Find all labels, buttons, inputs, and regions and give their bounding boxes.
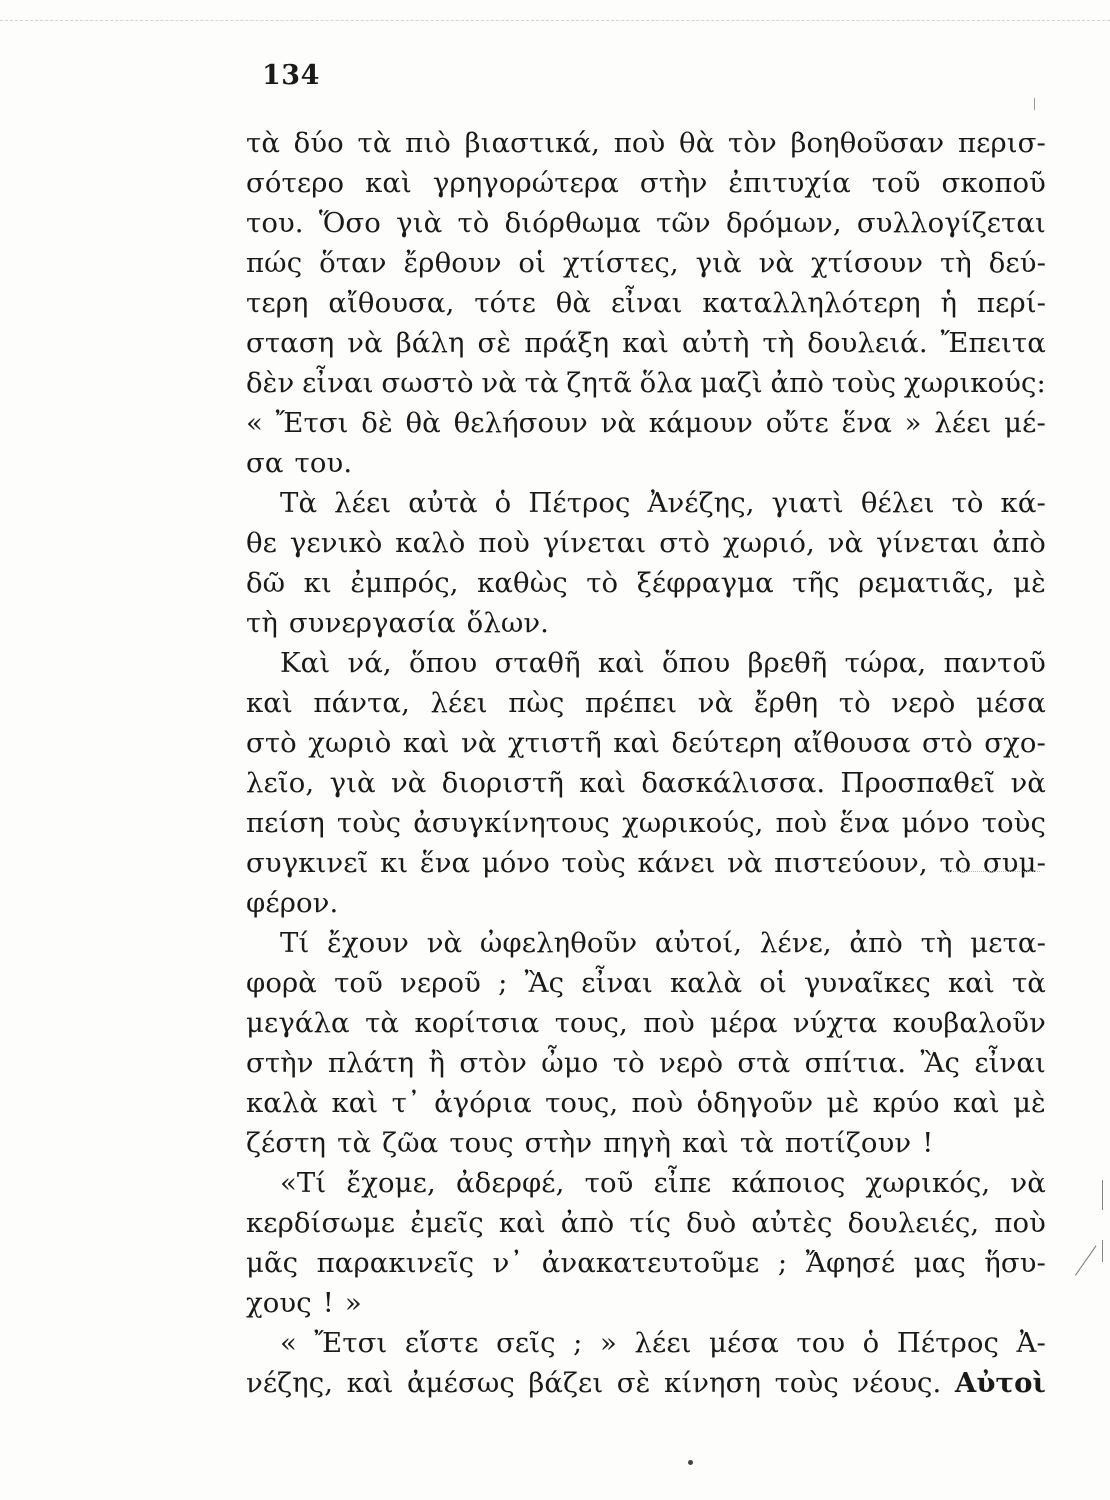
text-line: σταση νὰ βάλη σὲ πράξη καὶ αὐτὴ τὴ δουλειά. Ἔπειτα (246, 327, 1046, 359)
margin-mark (1034, 98, 1035, 110)
text-line: φορὰ τοῦ νεροῦ ; Ἂς εἶναι καλὰ οἱ γυναῖκες καὶ τὰ (246, 967, 1046, 999)
margin-mark (1075, 1246, 1096, 1276)
text-line: Τὰ λέει αὐτὰ ὁ Πέτρος Ἀνέζης, γιατὶ θέλει τὸ κά- (280, 487, 1046, 519)
scan-smudge (945, 871, 1040, 872)
text-line: Καὶ νά, ὅπου σταθῆ καὶ ὅπου βρεθῆ τώρα, παντοῦ (280, 647, 1046, 679)
text-line: Τί ἔχουν νὰ ὠφεληθοῦν αὐτοί, λένε, ἀπὸ τὴ μετα- (280, 927, 1046, 959)
text-line: κερδίσωμε ἐμεῖς καὶ ἀπὸ τίς δυὸ αὐτὲς δουλειές, ποὺ (246, 1207, 1046, 1239)
text-line: « Ἔτσι εἴστε σεῖς ; » λέει μέσα του ὁ Πέτρος Ἀ- (280, 1327, 1046, 1359)
text-line: πείση τοὺς ἀσυγκίνητους χωρικούς, ποὺ ἕνα μόνο τοὺς (246, 807, 1046, 839)
text-line: θε γενικὸ καλὸ ποὺ γίνεται στὸ χωριό, νὰ γίνεται ἀπὸ (246, 527, 1046, 559)
text-line: φέρον. (246, 887, 339, 919)
text-line: καὶ πάντα, λέει πὼς πρέπει νὰ ἔρθη τὸ νερὸ μέσα (246, 687, 1046, 719)
scan-dot (688, 1460, 693, 1465)
text-line: στὴν πλάτη ἢ στὸν ὦμο τὸ νερὸ στὰ σπίτια. Ἂς εἶναι (246, 1047, 1046, 1079)
text-line: δὲν εἶναι σωστὸ νὰ τὰ ζητᾶ ὅλα μαζὶ ἀπὸ τοὺς χωρικούς: (246, 367, 1046, 399)
text-line: μᾶς παρακινεῖς ν᾿ ἀνακατευτοῦμε ; Ἄφησέ μας ἥσυ- (246, 1247, 1046, 1279)
text-line: σα του. (246, 447, 353, 479)
text-line: λεῖο, γιὰ νὰ διοριστῆ καὶ δασκάλισσα. Προσπαθεῖ νὰ (246, 767, 1046, 799)
margin-mark (1102, 1180, 1103, 1210)
text-line: πώς ὅταν ἔρθουν οἱ χτίστες, γιὰ νὰ χτίσουν τὴ δεύ- (246, 247, 1046, 279)
text-line: « Ἔτσι δὲ θὰ θελήσουν νὰ κάμουν οὔτε ἕνα » λέει μέ- (246, 407, 1046, 439)
page-number: 134 (262, 60, 320, 91)
scan-edge-rule (0, 20, 1110, 21)
text-line: δῶ κι ἐμπρός, καθὼς τὸ ξέφραγμα τῆς ρεματιᾶς, μὲ (246, 567, 1046, 599)
margin-mark (1102, 1240, 1103, 1262)
text-line: στὸ χωριὸ καὶ νὰ χτιστῆ καὶ δεύτερη αἴθουσα στὸ σχο- (246, 727, 1046, 759)
text-line: σότερο καὶ γρηγορώτερα στὴν ἐπιτυχία τοῦ σκοποῦ (246, 167, 1046, 199)
text-line: μεγάλα τὰ κορίτσια τους, ποὺ μέρα νύχτα κουβαλοῦν (246, 1007, 1046, 1039)
body-text (246, 123, 1046, 1403)
text-line: ζέστη τὰ ζῶα τους στὴν πηγὴ καὶ τὰ ποτίζουν ! (246, 1127, 934, 1159)
text-line: τὴ συνεργασία ὅλων. (246, 607, 550, 639)
text-line: του. Ὅσο γιὰ τὸ διόρθωμα τῶν δρόμων, συλλογίζεται (246, 207, 1046, 239)
text-line: τερη αἴθουσα, τότε θὰ εἶναι καταλληλότερη ἡ περί- (246, 287, 1046, 319)
text-line: χους ! » (246, 1287, 362, 1319)
text-line: «Τί ἔχομε, ἀδερφέ, τοῦ εἶπε κάποιος χωρικός, νὰ (280, 1167, 1046, 1199)
text-line: νέζης, καὶ ἀμέσως βάζει σὲ κίνηση τοὺς νέους. Αὐτοὶ (246, 1367, 1046, 1399)
text-line: τὰ δύο τὰ πιὸ βιαστικά, ποὺ θὰ τὸν βοηθοῦσαν περισ- (246, 127, 1046, 159)
text-line: συγκινεῖ κι ἕνα μόνο τοὺς κάνει νὰ πιστεύουν, τὸ συμ- (246, 847, 1046, 879)
text-line: καλὰ καὶ τ᾿ ἀγόρια τους, ποὺ ὁδηγοῦν μὲ κρύο καὶ μὲ (246, 1087, 1046, 1119)
